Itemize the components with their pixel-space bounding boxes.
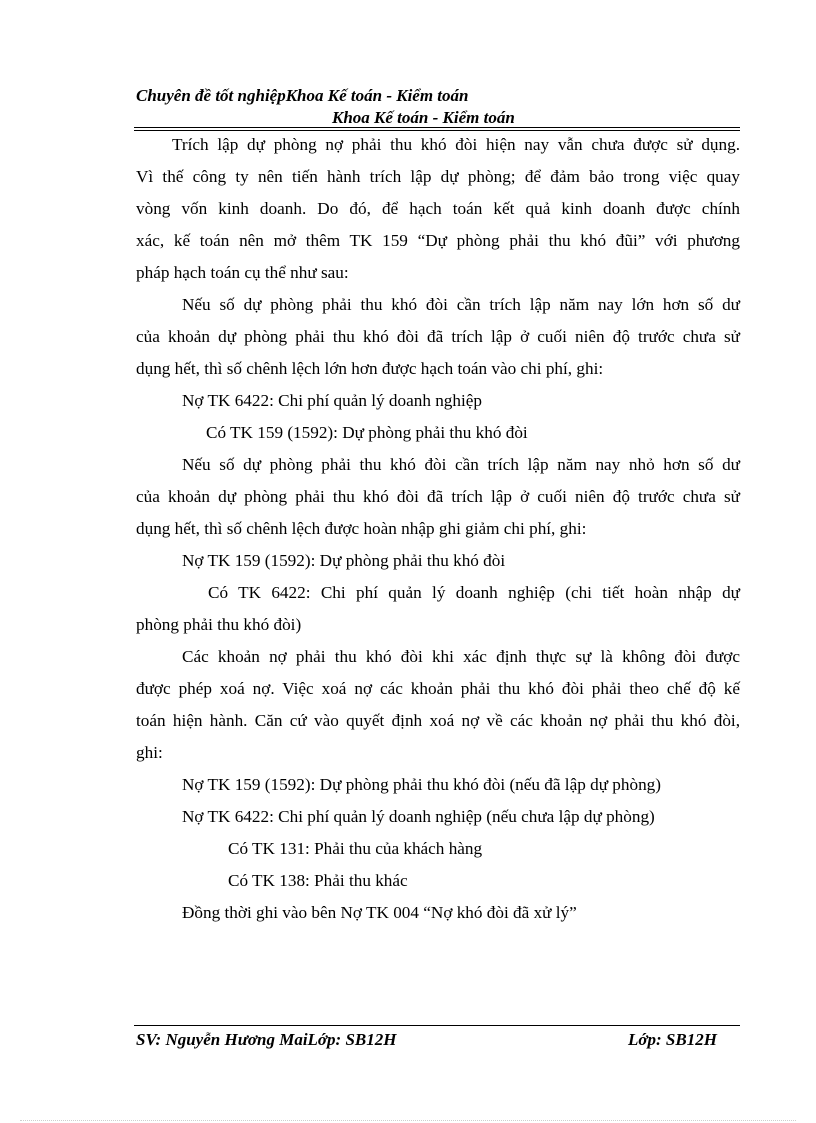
journal-entry-credit: Có TK 131: Phải thu của khách hàng bbox=[228, 839, 483, 858]
page-edge bbox=[20, 1120, 796, 1121]
paragraph-line: Đồng thời ghi vào bên Nợ TK 004 “Nợ khó đòi đã xử lý” bbox=[182, 903, 577, 922]
paragraph-line: Nếu số dự phòng phải thu khó đòi cần trích lập năm nay nhỏ hơn số dư bbox=[182, 455, 740, 474]
journal-entry-debit: Nợ TK 159 (1592): Dự phòng phải thu khó đòi (nếu đã lập dự phòng) bbox=[182, 775, 661, 794]
paragraph-line: ghi: bbox=[136, 743, 163, 762]
header-line-2: Khoa Kế toán - Kiểm toán bbox=[332, 108, 515, 127]
paragraph-line: của khoản dự phòng phải thu khó đòi đã trích lập ở cuối niên độ trước chưa sử bbox=[136, 487, 740, 506]
paragraph-line: dụng hết, thì số chênh lệch được hoàn nhập ghi giảm chi phí, ghi: bbox=[136, 519, 587, 538]
journal-entry-debit: Nợ TK 159 (1592): Dự phòng phải thu khó đòi bbox=[182, 551, 506, 570]
header-line-1: Chuyên đề tốt nghiệpKhoa Kế toán - Kiểm toán bbox=[136, 86, 469, 105]
footer-rule bbox=[134, 1025, 740, 1026]
journal-entry-credit: Có TK 6422: Chi phí quản lý doanh nghiệp (chi tiết hoàn nhập dự bbox=[208, 583, 740, 602]
paragraph-line: của khoản dự phòng phải thu khó đòi đã trích lập ở cuối niên độ trước chưa sử bbox=[136, 327, 740, 346]
journal-entry-credit: Có TK 159 (1592): Dự phòng phải thu khó đòi bbox=[206, 423, 528, 442]
paragraph-line: Trích lập dự phòng nợ phải thu khó đòi hiện nay vẫn chưa được sử dụng. bbox=[172, 135, 740, 154]
footer-left: SV: Nguyễn Hương MaiLớp: SB12H bbox=[136, 1030, 397, 1049]
paragraph-line: Các khoản nợ phải thu khó đòi khi xác định thực sự là không đòi được bbox=[182, 647, 740, 666]
paragraph-line: dụng hết, thì số chênh lệch lớn hơn được hạch toán vào chi phí, ghi: bbox=[136, 359, 604, 378]
journal-entry-credit: Có TK 138: Phải thu khác bbox=[228, 871, 408, 890]
journal-entry-debit: Nợ TK 6422: Chi phí quản lý doanh nghiệp bbox=[182, 391, 482, 410]
paragraph-line: được phép xoá nợ. Việc xoá nợ các khoản phải thu khó đòi phải theo chế độ kế bbox=[136, 679, 740, 698]
paragraph-line: toán hiện hành. Căn cứ vào quyết định xoá nợ về các khoản nợ phải thu khó đòi, bbox=[136, 711, 740, 730]
paragraph-line: Nếu số dự phòng phải thu khó đòi cần trích lập năm nay lớn hơn số dư bbox=[182, 295, 740, 314]
footer-right: Lớp: SB12H bbox=[628, 1030, 717, 1049]
journal-entry-debit: Nợ TK 6422: Chi phí quản lý doanh nghiệp (nếu chưa lập dự phòng) bbox=[182, 807, 655, 826]
journal-entry-credit: phòng phải thu khó đòi) bbox=[136, 615, 302, 634]
header-rule-thick bbox=[134, 127, 740, 128]
paragraph-line: vòng vốn kinh doanh. Do đó, để hạch toán kết quả kinh doanh được chính bbox=[136, 199, 740, 218]
paragraph-line: pháp hạch toán cụ thể như sau: bbox=[136, 263, 349, 282]
document-body bbox=[136, 129, 740, 929]
paragraph-line: Vì thế công ty nên tiến hành trích lập dự phòng; để đảm bảo trong việc quay bbox=[136, 167, 740, 186]
paragraph-line: xác, kế toán nên mở thêm TK 159 “Dự phòng phải thu khó đũi” với phương bbox=[136, 231, 740, 250]
